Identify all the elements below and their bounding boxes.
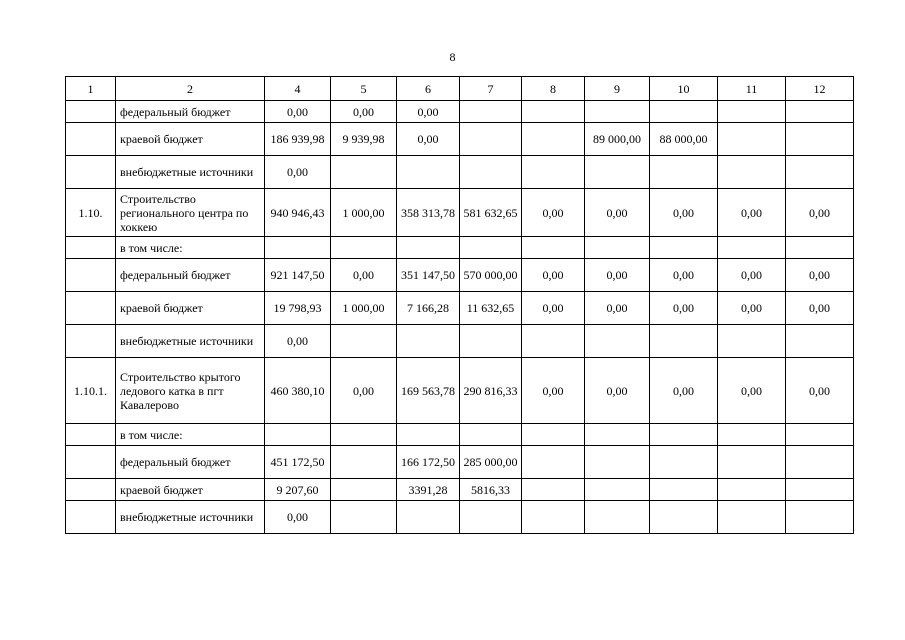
cell-text: 0,00: [417, 104, 439, 119]
cell-text: 0,00: [542, 205, 564, 220]
cell-text: 4: [294, 81, 301, 96]
table-row: [66, 424, 854, 446]
table-cell: [718, 358, 786, 424]
table-cell: [786, 123, 854, 156]
table-cell: [331, 358, 397, 424]
cell-text: 12: [813, 81, 826, 96]
table-cell: [116, 501, 265, 534]
cell-text: внебюджетные источники: [120, 334, 254, 348]
cell-text: 9: [614, 81, 620, 96]
cell-text: 7: [487, 81, 494, 96]
cell-text: 451 172,50: [270, 455, 325, 469]
cell-text: 290 816,33: [463, 383, 518, 398]
cell-text: 186 939,98: [270, 132, 325, 146]
table-cell: [522, 424, 585, 446]
table-cell: [522, 259, 585, 292]
table-cell: [650, 237, 718, 259]
table-cell: [585, 292, 650, 325]
cell-text: 0,00: [287, 104, 308, 119]
table-cell: [718, 156, 786, 189]
table-cell: [397, 156, 460, 189]
table-cell: [650, 156, 718, 189]
table-cell: [397, 237, 460, 259]
cell-text: 0,00: [606, 268, 628, 282]
table-row: [66, 325, 854, 358]
cell-text: 0,00: [809, 205, 830, 220]
cell-text: 0,00: [809, 301, 830, 315]
table-cell: [786, 479, 854, 501]
table-cell: [522, 446, 585, 479]
cell-text: 9 207,60: [276, 482, 319, 497]
table-row: [66, 358, 854, 424]
table-cell: [116, 156, 265, 189]
cell-text: краевой бюджет: [120, 132, 203, 146]
table-row: [66, 156, 854, 189]
budget-table: [65, 76, 854, 534]
table-cell: [786, 501, 854, 534]
table-cell: [265, 237, 331, 259]
cell-text: 11 632,65: [466, 301, 515, 315]
table-cell: [265, 101, 331, 123]
table-cell: [66, 446, 116, 479]
cell-text: 7 166,28: [407, 301, 449, 315]
cell-text: 2: [187, 81, 193, 96]
table-cell: [331, 424, 397, 446]
table-cell: [718, 325, 786, 358]
table-cell: [397, 446, 460, 479]
cell-text: 0,00: [287, 510, 308, 524]
table-cell: [585, 101, 650, 123]
table-cell: [460, 292, 522, 325]
table-cell: [265, 123, 331, 156]
cell-text: 0,00: [287, 165, 308, 179]
table-cell: [66, 123, 116, 156]
cell-text: внебюджетные источники: [120, 510, 254, 524]
table-cell: [331, 123, 397, 156]
table-cell: [460, 424, 522, 446]
table-cell: [650, 446, 718, 479]
table-header-row: [66, 77, 854, 101]
table-cell: [718, 446, 786, 479]
table-cell: [265, 189, 331, 237]
table-cell: [650, 424, 718, 446]
table-cell: [585, 325, 650, 358]
cell-text: 0,00: [673, 268, 694, 282]
cell-text: 0,00: [673, 383, 694, 398]
table-cell: [585, 358, 650, 424]
header-cell: [331, 77, 397, 101]
table-row: [66, 101, 854, 123]
table-cell: [650, 101, 718, 123]
cell-text: 0,00: [809, 383, 830, 398]
table-cell: [460, 156, 522, 189]
table-cell: [66, 292, 116, 325]
header-cell: [265, 77, 331, 101]
table-cell: [66, 189, 116, 237]
table-cell: [265, 156, 331, 189]
table-cell: [331, 292, 397, 325]
table-cell: [522, 156, 585, 189]
table-cell: [116, 424, 265, 446]
header-cell: [460, 77, 522, 101]
cell-text: 8: [550, 81, 556, 96]
cell-text: 1.10.1.: [74, 383, 107, 398]
table-cell: [116, 237, 265, 259]
table-cell: [786, 325, 854, 358]
cell-text: 940 946,43: [270, 205, 325, 220]
cell-text: 169 563,78: [401, 383, 455, 398]
table-cell: [460, 501, 522, 534]
cell-text: 19 798,93: [273, 301, 322, 315]
table-cell: [718, 237, 786, 259]
table-cell: [66, 501, 116, 534]
table-cell: [460, 237, 522, 259]
cell-text: 6: [425, 81, 431, 96]
page-number: 8: [449, 50, 456, 64]
table-cell: [585, 479, 650, 501]
table-cell: [66, 259, 116, 292]
cell-text: 0,00: [353, 104, 374, 119]
cell-text: 0,00: [353, 268, 374, 282]
table-cell: [66, 424, 116, 446]
cell-text: 358 313,78: [401, 205, 455, 220]
table-cell: [397, 259, 460, 292]
cell-text: федеральный бюджет: [120, 455, 231, 469]
table-cell: [522, 101, 585, 123]
table-cell: [786, 292, 854, 325]
table-cell: [522, 123, 585, 156]
table-cell: [331, 479, 397, 501]
table-cell: [397, 189, 460, 237]
cell-text: федеральный бюджет: [120, 104, 231, 119]
cell-text: 921 147,50: [270, 268, 325, 282]
table-cell: [397, 501, 460, 534]
table-cell: [265, 358, 331, 424]
table-cell: [585, 259, 650, 292]
header-cell: [522, 77, 585, 101]
cell-text: 0,00: [606, 301, 628, 315]
table-cell: [116, 446, 265, 479]
cell-text: 581 632,65: [463, 205, 518, 220]
table-cell: [265, 479, 331, 501]
cell-text: 0,00: [741, 383, 762, 398]
cell-text: в том числе:: [120, 240, 183, 255]
table-cell: [786, 189, 854, 237]
table-cell: [66, 101, 116, 123]
table-cell: [265, 446, 331, 479]
table-cell: [460, 101, 522, 123]
cell-text: в том числе:: [120, 427, 183, 442]
table-cell: [522, 479, 585, 501]
table-cell: [522, 189, 585, 237]
table-cell: [522, 325, 585, 358]
table-cell: [265, 325, 331, 358]
header-cell: [786, 77, 854, 101]
cell-text: 5: [360, 81, 367, 96]
cell-text: 3391,28: [408, 482, 448, 497]
table-cell: [718, 259, 786, 292]
cell-text: федеральный бюджет: [120, 268, 231, 282]
table-cell: [718, 292, 786, 325]
table-cell: [331, 325, 397, 358]
table-cell: [331, 259, 397, 292]
table-cell: [786, 259, 854, 292]
table-cell: [397, 358, 460, 424]
table-cell: [397, 123, 460, 156]
table-cell: [718, 189, 786, 237]
cell-text: 1 000,00: [342, 301, 385, 315]
table-row: [66, 479, 854, 501]
cell-text: 88 000,00: [659, 132, 708, 146]
table-cell: [718, 424, 786, 446]
cell-text: 5816,33: [471, 482, 510, 497]
table-cell: [460, 259, 522, 292]
table-cell: [585, 123, 650, 156]
table-cell: [331, 156, 397, 189]
table-cell: [786, 424, 854, 446]
cell-text: 0,00: [741, 268, 762, 282]
cell-text: 1: [87, 81, 94, 96]
table-cell: [265, 292, 331, 325]
table-cell: [718, 479, 786, 501]
table-row: [66, 292, 854, 325]
table-cell: [585, 424, 650, 446]
cell-text: внебюджетные источники: [120, 165, 254, 179]
cell-text: 0,00: [606, 205, 628, 220]
table-cell: [397, 479, 460, 501]
table-cell: [650, 292, 718, 325]
cell-text: 460 380,10: [270, 383, 325, 398]
cell-text: 0,00: [809, 268, 830, 282]
cell-text: краевой бюджет: [120, 482, 203, 497]
table-cell: [116, 123, 265, 156]
table-cell: [522, 358, 585, 424]
table-cell: [66, 479, 116, 501]
table-cell: [116, 358, 265, 424]
table-cell: [397, 424, 460, 446]
cell-text: 0,00: [417, 132, 439, 146]
table-cell: [585, 237, 650, 259]
table-cell: [116, 325, 265, 358]
table-cell: [66, 156, 116, 189]
table-row: [66, 501, 854, 534]
cell-text: 0,00: [542, 301, 564, 315]
table-cell: [331, 237, 397, 259]
header-cell: [585, 77, 650, 101]
table-cell: [331, 101, 397, 123]
table-cell: [265, 501, 331, 534]
table-row: [66, 123, 854, 156]
table-cell: [522, 237, 585, 259]
table-cell: [66, 237, 116, 259]
table-cell: [650, 189, 718, 237]
table-cell: [460, 189, 522, 237]
table-cell: [397, 292, 460, 325]
table-cell: [522, 292, 585, 325]
table-row: [66, 237, 854, 259]
header-cell: [650, 77, 718, 101]
table-cell: [650, 259, 718, 292]
cell-text: 10: [677, 81, 690, 96]
table-cell: [786, 358, 854, 424]
cell-text: 0,00: [741, 301, 762, 315]
table-cell: [116, 259, 265, 292]
cell-text: 166 172,50: [401, 455, 455, 469]
cell-text: 0,00: [673, 301, 694, 315]
table-cell: [460, 446, 522, 479]
table-cell: [718, 123, 786, 156]
table-cell: [460, 358, 522, 424]
table-cell: [265, 259, 331, 292]
cell-text: 0,00: [542, 268, 564, 282]
cell-text: 0,00: [353, 383, 374, 398]
table-cell: [397, 101, 460, 123]
table-cell: [718, 501, 786, 534]
table-cell: [66, 358, 116, 424]
table-cell: [116, 292, 265, 325]
header-cell: [116, 77, 265, 101]
cell-text: 1 000,00: [342, 205, 385, 220]
cell-text: краевой бюджет: [120, 301, 203, 315]
cell-text: 285 000,00: [463, 455, 518, 469]
table-row: [66, 259, 854, 292]
cell-text: 9 939,98: [342, 132, 385, 146]
table-cell: [585, 446, 650, 479]
cell-text: 0,00: [741, 205, 762, 220]
table-cell: [331, 446, 397, 479]
table-cell: [460, 325, 522, 358]
table-cell: [650, 501, 718, 534]
cell-text: 0,00: [673, 205, 694, 220]
table-cell: [460, 123, 522, 156]
table-cell: [650, 123, 718, 156]
table-cell: [116, 101, 265, 123]
cell-text: 1.10.: [78, 205, 103, 220]
header-cell: [718, 77, 786, 101]
cell-text: 570 000,00: [463, 268, 518, 282]
header-cell: [66, 77, 116, 101]
table-cell: [585, 501, 650, 534]
table-cell: [585, 156, 650, 189]
table-cell: [116, 479, 265, 501]
table-cell: [460, 479, 522, 501]
header-cell: [397, 77, 460, 101]
table-cell: [650, 325, 718, 358]
cell-text: 89 000,00: [593, 132, 641, 146]
cell-text: 0,00: [542, 383, 564, 398]
table-row: [66, 189, 854, 237]
table-cell: [522, 501, 585, 534]
cell-text: Строительство крытого ледового катка в пгт Кавалерово: [120, 369, 241, 412]
table-cell: [786, 101, 854, 123]
table-cell: [786, 446, 854, 479]
table-cell: [331, 501, 397, 534]
table-cell: [265, 424, 331, 446]
table-cell: [585, 189, 650, 237]
cell-text: Строительство регионального центра по хоккею: [120, 191, 249, 234]
table-row: [66, 446, 854, 479]
cell-text: 351 147,50: [401, 268, 455, 282]
table-cell: [397, 325, 460, 358]
table-cell: [650, 358, 718, 424]
table-cell: [66, 325, 116, 358]
table-cell: [116, 189, 265, 237]
table-cell: [650, 479, 718, 501]
table-cell: [786, 237, 854, 259]
cell-text: 11: [745, 81, 758, 96]
cell-text: 0,00: [606, 383, 628, 398]
table-cell: [331, 189, 397, 237]
table-cell: [786, 156, 854, 189]
cell-text: 0,00: [287, 334, 308, 348]
table-cell: [718, 101, 786, 123]
